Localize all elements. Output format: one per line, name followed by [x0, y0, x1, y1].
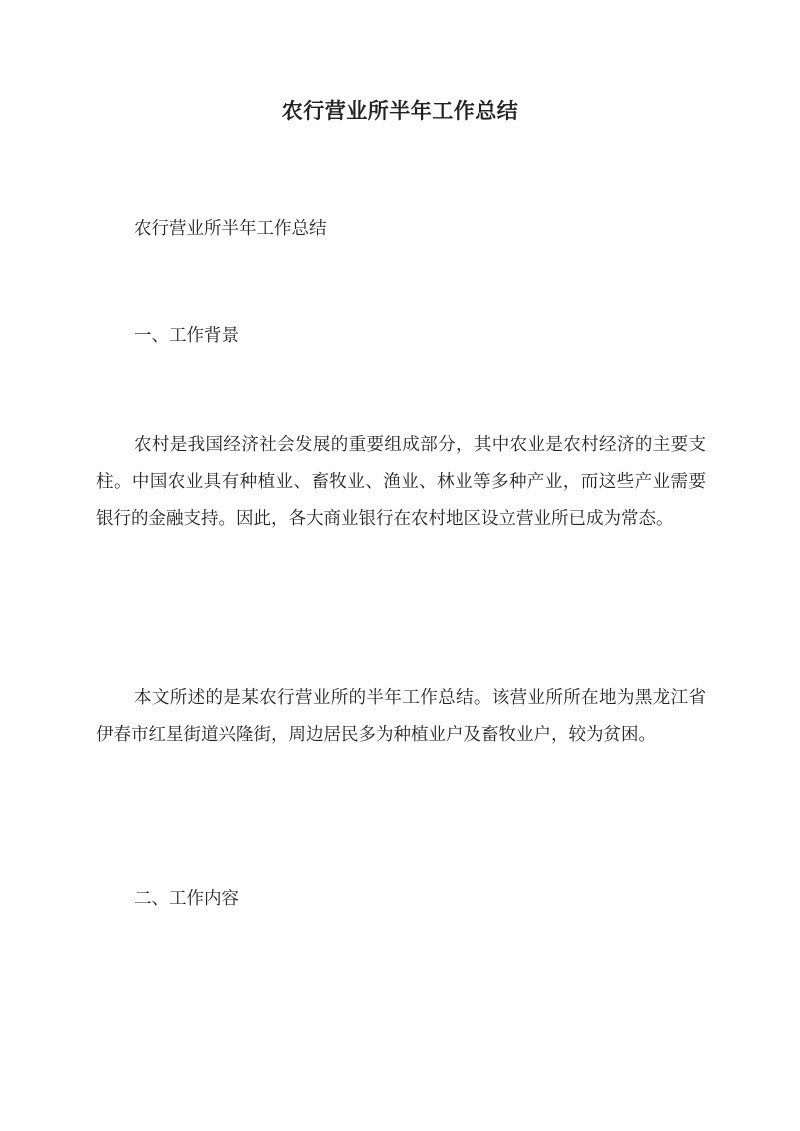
paragraph-background: 农村是我国经济社会发展的重要组成部分，其中农业是农村经济的主要支柱。中国农业具有种植业、畜牧业、渔业、林业等多种产业，而这些产业需要银行的金融支持。因此，各大商业银行在农村地区设立营业所已成为常态。 — [96, 435, 706, 529]
paragraph-overview: 本文所述的是某农行营业所的半年工作总结。该营业所所在地为黑龙江省伊春市红星街道兴隆街，周边居民多为种植业户及畜牧业户，较为贫困。 — [96, 688, 706, 745]
section-heading-content: 二、工作内容 — [134, 889, 239, 909]
document-subtitle: 农行营业所半年工作总结 — [134, 219, 327, 239]
page-title: 农行营业所半年工作总结 — [281, 98, 519, 123]
section-heading-background: 一、工作背景 — [134, 326, 239, 346]
